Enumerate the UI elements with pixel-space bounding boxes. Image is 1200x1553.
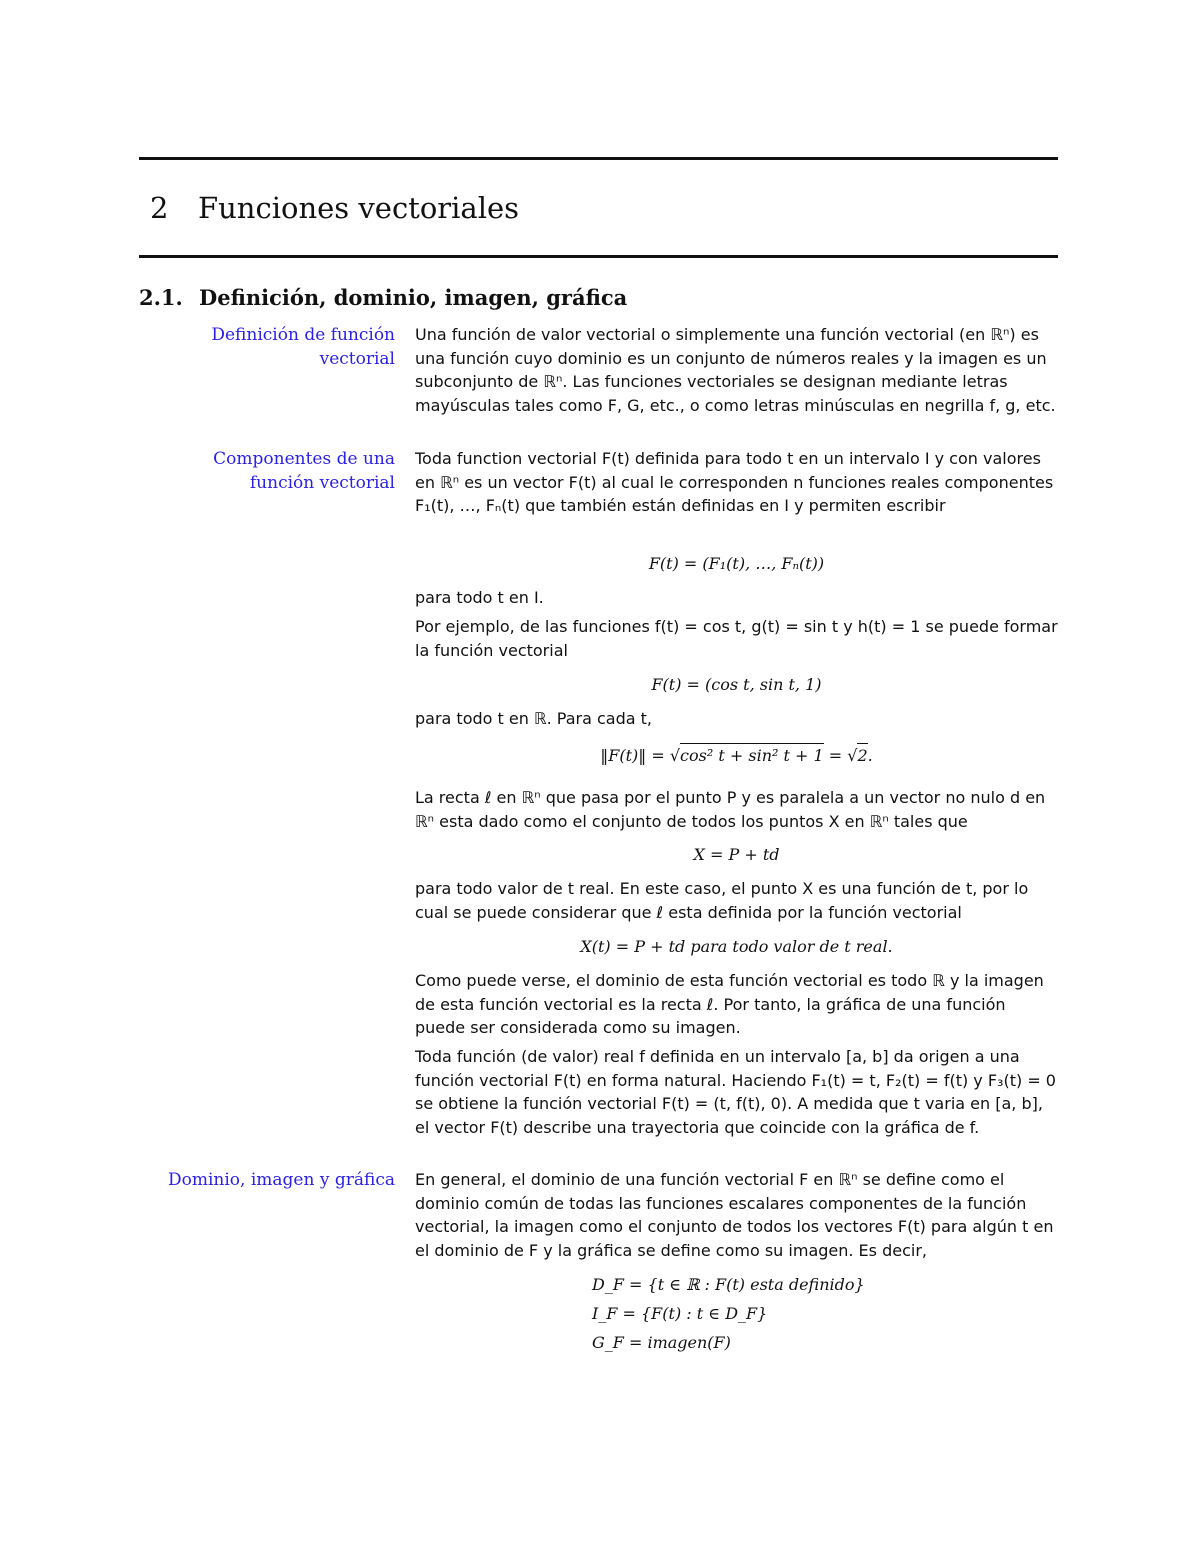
section-number: 2.1. xyxy=(139,285,183,310)
equation-3-radicand: cos² t + sin² t + 1 xyxy=(680,743,824,765)
equation-3-radicand-2: 2 xyxy=(857,743,867,765)
paragraph-5: para todo t en ℝ. Para cada t, xyxy=(415,709,653,728)
paragraph-4: Por ejemplo, de las funciones f(t) = cos t, g(t) = sin t y h(t) = 1 se puede formar la función vectorial xyxy=(415,617,1058,660)
margin-note-dominio: Dominio, imagen y gráfica xyxy=(168,1170,395,1190)
equation-3-end: . xyxy=(867,746,873,765)
paragraph-9: Toda función (de valor) real f definida en un intervalo [a, b] da origen a una función vectorial F(t) en forma natural. Haciendo F₁(t) = t, F₂(t) = f(t) y F₃(t) = 0 se obtiene la función vectorial F(t) = (t, f(t), 0). A medida que t varia en [a, b], el vector F(t) describe una trayectoria que coincide con la gráfica de f. xyxy=(415,1047,1056,1137)
section-heading xyxy=(139,285,627,310)
section-title: Definición, dominio, imagen, gráfica xyxy=(199,285,628,310)
paragraph-1: Una función de valor vectorial o simplemente una función vectorial (en ℝⁿ) es una función cuyo dominio es un conjunto de números reales y la imagen es un subconjunto de ℝⁿ. Las funciones vectoriales se designan mediante letras mayúsculas tales como F, G, etc., o como letras minúsculas en negrilla f, g, etc. xyxy=(415,325,1056,415)
paragraph-2: Toda function vectorial F(t) definida para todo t en un intervalo I y con valores en ℝⁿ es un vector F(t) al cual le corresponden n funciones reales componentes F₁(t), …, Fₙ(t) que también están definidas en I y permiten escribir xyxy=(415,449,1054,515)
equation-5: X(t) = P + td para todo valor de t real. xyxy=(580,937,893,956)
top-rule xyxy=(139,157,1058,160)
equation-block xyxy=(592,1270,865,1357)
equation-4: X = P + td xyxy=(693,845,780,864)
equation-2: F(t) = (cos t, sin t, 1) xyxy=(651,675,822,694)
paragraph-7: para todo valor de t real. En este caso, el punto X es una función de t, por lo cual se puede considerar que ℓ esta definida por la función vectorial xyxy=(415,879,1029,922)
equation-1: F(t) = (F₁(t), …, Fₙ(t)) xyxy=(648,554,825,573)
paragraph-3: para todo t en I. xyxy=(415,588,544,607)
chapter-heading xyxy=(150,191,519,225)
equation-3-mid: = √ xyxy=(823,746,858,765)
equation-6: D_F = {t ∈ ℝ : F(t) esta definido} xyxy=(592,1275,865,1294)
paragraph-8: Como puede verse, el dominio de esta función vectorial es todo ℝ y la imagen de esta función vectorial es la recta ℓ. Por tanto, la gráfica de una función puede ser considerada como su imagen. xyxy=(415,971,1044,1037)
equation-8: G_F = imagen(F) xyxy=(592,1333,731,1352)
bottom-rule xyxy=(139,255,1058,258)
paragraph-6: La recta ℓ en ℝⁿ que pasa por el punto P y es paralela a un vector no nulo d en ℝⁿ esta dado como el conjunto de todos los puntos X en ℝⁿ tales que xyxy=(415,788,1046,831)
paragraph-10: En general, el dominio de una función vectorial F en ℝⁿ se define como el dominio común de todas las funciones escalares componentes de la función vectorial, la imagen como el conjunto de todos los vectores F(t) para algún t en el dominio de F y la gráfica se define como su imagen. Es decir, xyxy=(415,1170,1054,1260)
margin-note-componentes: Componentes de una función vectorial xyxy=(213,449,395,493)
chapter-title: Funciones vectoriales xyxy=(198,191,520,225)
chapter-number: 2 xyxy=(150,191,169,225)
equation-3 xyxy=(415,744,1058,768)
equation-7: I_F = {F(t) : t ∈ D_F} xyxy=(592,1304,768,1323)
margin-note-definicion: Definición de función vectorial xyxy=(211,325,395,369)
equation-3-lhs: ‖F(t)‖ = √ xyxy=(600,746,681,765)
